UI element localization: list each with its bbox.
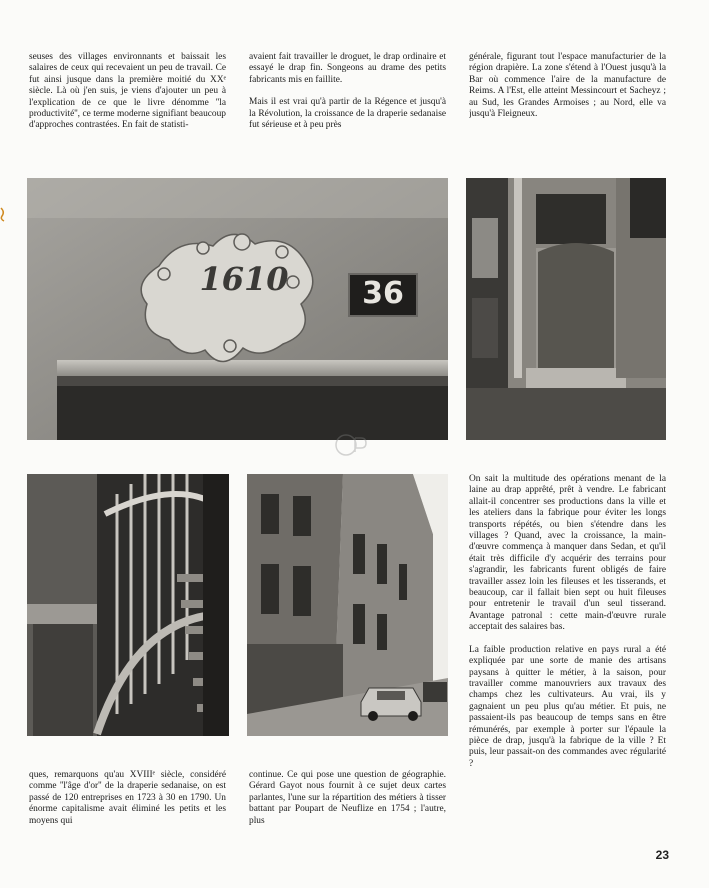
bottom-column-1 [29,770,226,840]
bottom-column-2-text: continue. Ce qui pose une question de géographie. Gérard Gayot nous fournit à ce sujet deux cartes parlantes, l'une sur la répartition des métiers à tisser battant par Poupart de Neuflize en 1754 ; l'autre, plus [249,770,446,826]
top-column-2-paragraph-1: avaient fait travailler le droguet, le drap ordinaire et essayé le drap fin. Songeons au drame des petits fabricants mis en faillite. [249,52,446,85]
plaque-house-number: 36 [362,276,404,311]
bottom-column-2 [249,770,446,840]
top-column-2-paragraph-2: Mais il est vrai qu'à partir de la Régence et jusqu'à la Révolution, la croissance de la draperie sedanaise fut sérieuse et à peu près [249,97,446,131]
photo-staircase [27,474,229,736]
scan-watermark-logo [333,432,373,458]
top-column-1 [29,52,226,150]
plaque-year: 1610 [199,260,289,298]
page-number: 23 [655,848,669,862]
top-column-3 [469,52,666,142]
photo-carved-plaque [27,178,448,440]
bottom-column-1-text: ques, remarquons qu'au XVIIIᵉ siècle, considéré comme ''l'âge d'or'' de la draperie sedanaise, on est passé de 120 entreprises en 1723 à 30 en 1790. Un énorme capitalisme avait éliminé les petits et les moyens qui [29,770,226,826]
photo-stone-niche [466,178,666,440]
right-column-paragraph-1: On sait la multitude des opérations menant de la laine au drap apprêté, prêt à vendre. Le fabricant allait-il concentrer ses productions dans la ville et les ateliers dans la fabrique pour éviter les longs transports répétés, ou bien s'étendre dans les villages ? Quand, avec la croissance, la main-d'œuvre commença à manquer dans Sedan, et qu'il était très difficile d'y acquérir des terrains pour s'agrandir, les fabricants furent obligés de faire travailler assez loin les fileuses et les tisserands, et beaucoup, car il fallait bien sept ou huit fileuses pour entretenir le travail d'un seul tisserand. Avantage patronal : cette main-d'œuvre rurale acceptait des salaires bas. [469,474,666,633]
right-column [469,474,666,830]
margin-mark [0,206,6,222]
top-column-3-text: générale, figurant tout l'espace manufacturier de la région drapière. La zone s'étend à l'Ouest jusqu'à la Bar où commence l'aire de la manufacture de Reims. A l'Est, elle atteint Messincourt et Sacheyz ; au Sud, les Grandes Armoises ; au Nord, elle va jusqu'à Fleigneux. [469,52,666,120]
right-column-paragraph-2: La faible production relative en pays rural a été expliquée par une sorte de manie des artisans paysans à quitter le métier, à la saison, pour travailler comme manouvriers aux travaux des champs chez les cultivateurs. Au vrai, ils y gagnaient un peu plus qu'au métier. Et puis, ne passaient-ils pas beaucoup de temps sans en être rémunérés, par exemple à porter sur l'épaule la pièce de drap, jusqu'à la fabrique de la ville ? Et puis, leur passait-on des commandes avec régularité ? [469,644,666,769]
top-column-2 [249,52,446,152]
top-column-1-text: seuses des villages environnants et baissait les salaires de ceux qui recevaient un peu de travail. Ce fut ainsi jusque dans la première moitié du XXᵉ siècle. Là où j'en suis, je viens d'ajouter un peu à l'explication de ce que le livre dénomme ''la productivité'', ce terme moderne signifiant beaucoup d'approches contrastées. En fait de statisti- [29,52,226,131]
photo-street-facade [247,474,448,736]
